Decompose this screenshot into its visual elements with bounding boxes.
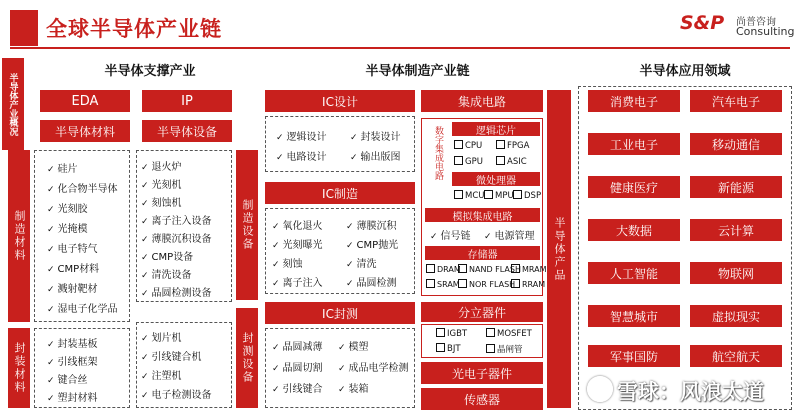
list-item: ✓ 输出版图 bbox=[350, 148, 401, 163]
list-item: ✓ 电子检测设备 bbox=[141, 386, 212, 401]
list-item: ✓ 清洗 bbox=[346, 255, 377, 270]
column-header-manufacturing: 半导体制造产业链 bbox=[365, 64, 470, 79]
list-item: ✓ 逻辑设计 bbox=[276, 128, 327, 143]
checkbox-item: RRAM bbox=[511, 279, 545, 289]
checkbox-item: IGBT bbox=[436, 328, 467, 339]
checkbox-item: NOR FLASH bbox=[458, 279, 515, 289]
pkg-equipment-list bbox=[136, 322, 232, 408]
checkbox-item: MCU bbox=[454, 190, 485, 201]
app-item: 大数据 bbox=[588, 219, 680, 241]
sensor-box: 传感器 bbox=[421, 388, 543, 410]
checkbox-item: DSP bbox=[513, 190, 541, 201]
title-underline bbox=[10, 47, 790, 49]
checkbox-item: GPU bbox=[454, 156, 483, 167]
pkg-materials-list bbox=[34, 328, 130, 408]
checkbox-item: SRAM bbox=[426, 279, 460, 289]
list-item: ✓ 离子注入设备 bbox=[141, 212, 212, 227]
digital-ic-label: 数字集成电路 bbox=[433, 126, 443, 180]
list-item: ✓ 湿电子化学品 bbox=[47, 300, 118, 315]
optoelectronic-box: 光电子器件 bbox=[421, 362, 543, 384]
list-item: ✓ 光刻机 bbox=[141, 176, 182, 191]
logo bbox=[680, 10, 795, 40]
list-item: ✓ 引线框架 bbox=[47, 353, 98, 368]
list-item: ✓ 注塑机 bbox=[141, 367, 182, 382]
list-item: ✓ 离子注入 bbox=[272, 274, 323, 289]
list-item: ✓ 清洗设备 bbox=[141, 266, 192, 281]
list-item: ✓ 光刻曝光 bbox=[272, 236, 323, 251]
list-item: ✓ CMP设备 bbox=[141, 248, 193, 263]
list-item: ✓ 晶圆切割 bbox=[272, 359, 323, 374]
list-item: ✓ 信号链 bbox=[430, 227, 471, 242]
pkg-equipment-label: 封测设备 bbox=[236, 308, 258, 408]
ic-design-list bbox=[265, 116, 415, 172]
checkbox-item: 晶闸管 bbox=[486, 343, 523, 355]
mfg-equipment-label: 制造设备 bbox=[236, 150, 258, 300]
products-label: 半导体产品 bbox=[547, 90, 571, 408]
list-item: ✓ 引线键合机 bbox=[141, 348, 202, 363]
list-item: ✓ 晶圆减薄 bbox=[272, 338, 323, 353]
list-item: ✓ 薄膜沉积设备 bbox=[141, 230, 212, 245]
side-tab: 半导体产业概况 bbox=[2, 58, 24, 150]
checkbox-item: MPU bbox=[484, 190, 514, 201]
discrete-list bbox=[421, 324, 543, 358]
list-item: ✓ 键合丝 bbox=[47, 371, 88, 386]
app-item: 移动通信 bbox=[690, 133, 782, 155]
logo-cn: 尚普咨询 bbox=[736, 17, 776, 28]
checkbox-item: MRAM bbox=[511, 264, 547, 274]
checkbox-item: CPU bbox=[454, 140, 482, 151]
list-item: ✓ 晶圆检测设备 bbox=[141, 284, 212, 299]
materials-box: 半导体材料 bbox=[40, 120, 130, 142]
list-item: ✓ 封装设计 bbox=[350, 128, 401, 143]
list-item: ✓ 划片机 bbox=[141, 329, 182, 344]
app-item: 军事国防 bbox=[588, 345, 680, 367]
checkbox-item: DRAM bbox=[426, 264, 461, 274]
list-item: ✓ 电源管理 bbox=[484, 227, 535, 242]
app-item: 虚拟现实 bbox=[690, 305, 782, 327]
list-item: ✓ CMP抛光 bbox=[346, 236, 398, 251]
watermark-logo-icon bbox=[587, 376, 613, 402]
column-header-support: 半导体支撑产业 bbox=[104, 64, 196, 79]
app-item: 新能源 bbox=[690, 176, 782, 198]
title-marker bbox=[10, 10, 38, 46]
list-item: ✓ 装箱 bbox=[338, 380, 369, 395]
list-item: ✓ 刻蚀 bbox=[272, 255, 303, 270]
page-title: 全球半导体产业链 bbox=[46, 17, 222, 41]
list-item: ✓ 电子特气 bbox=[47, 240, 98, 255]
list-item: ✓ 硅片 bbox=[47, 160, 78, 175]
app-item: 物联网 bbox=[690, 262, 782, 284]
list-item: ✓ 化合物半导体 bbox=[47, 180, 118, 195]
watermark bbox=[585, 372, 795, 408]
checkbox-item: FPGA bbox=[496, 140, 529, 151]
checkbox-item: BJT bbox=[436, 343, 461, 354]
eda-box: EDA bbox=[40, 90, 130, 112]
app-item: 航空航天 bbox=[690, 345, 782, 367]
app-item: 汽车电子 bbox=[690, 90, 782, 112]
integrated-circuit-box: 集成电路 bbox=[421, 90, 543, 112]
logo-en: Consulting bbox=[736, 25, 795, 38]
mfg-materials-list bbox=[34, 150, 130, 322]
checkbox-item: ASIC bbox=[496, 156, 527, 167]
logic-chip-title: 逻辑芯片 bbox=[452, 122, 540, 136]
checkbox-item: NAND FLASH bbox=[458, 264, 521, 274]
list-item: ✓ CMP材料 bbox=[47, 260, 99, 275]
app-item: 工业电子 bbox=[588, 133, 680, 155]
list-item: ✓ 晶圆检测 bbox=[346, 274, 397, 289]
ip-box: IP bbox=[142, 90, 232, 112]
analog-ic-title: 模拟集成电路 bbox=[425, 208, 540, 222]
list-item: ✓ 光刻胶 bbox=[47, 200, 88, 215]
list-item: ✓ 氧化退火 bbox=[272, 217, 323, 232]
list-item: ✓ 引线键合 bbox=[272, 380, 323, 395]
microprocessor-title: 微处理器 bbox=[452, 172, 540, 186]
app-item: 健康医疗 bbox=[588, 176, 680, 198]
ic-mfg-list bbox=[265, 208, 415, 294]
list-item: ✓ 光掩模 bbox=[47, 220, 88, 235]
equipment-box: 半导体设备 bbox=[142, 120, 232, 142]
pkg-materials-label: 封装材料 bbox=[8, 328, 30, 408]
list-item: ✓ 塑封材料 bbox=[47, 389, 98, 404]
list-item: ✓ 电路设计 bbox=[276, 148, 327, 163]
app-item: 消费电子 bbox=[588, 90, 680, 112]
memory-title: 存储器 bbox=[425, 246, 540, 260]
mfg-equipment-list bbox=[136, 150, 232, 302]
watermark-text: 雪球：风浪太道 bbox=[617, 380, 764, 404]
ic-pkg-list bbox=[265, 328, 415, 408]
ic-mfg-box: IC制造 bbox=[265, 182, 415, 204]
ic-pkg-box: IC封测 bbox=[265, 302, 415, 324]
list-item: ✓ 薄膜沉积 bbox=[346, 217, 397, 232]
app-item: 云计算 bbox=[690, 219, 782, 241]
app-item: 人工智能 bbox=[588, 262, 680, 284]
list-item: ✓ 退火炉 bbox=[141, 158, 182, 173]
list-item: ✓ 刻蚀机 bbox=[141, 194, 182, 209]
checkbox-item: MOSFET bbox=[486, 328, 532, 339]
logo-brand: S&P bbox=[680, 12, 725, 34]
discrete-box: 分立器件 bbox=[421, 302, 543, 322]
mfg-materials-label: 制造材料 bbox=[8, 150, 30, 322]
app-item: 智慧城市 bbox=[588, 305, 680, 327]
list-item: ✓ 溅射靶材 bbox=[47, 280, 98, 295]
list-item: ✓ 封装基板 bbox=[47, 335, 98, 350]
ic-design-box: IC设计 bbox=[265, 90, 415, 112]
column-header-application: 半导体应用领域 bbox=[639, 64, 731, 79]
list-item: ✓ 成品电学检测 bbox=[338, 359, 409, 374]
list-item: ✓ 模塑 bbox=[338, 338, 369, 353]
